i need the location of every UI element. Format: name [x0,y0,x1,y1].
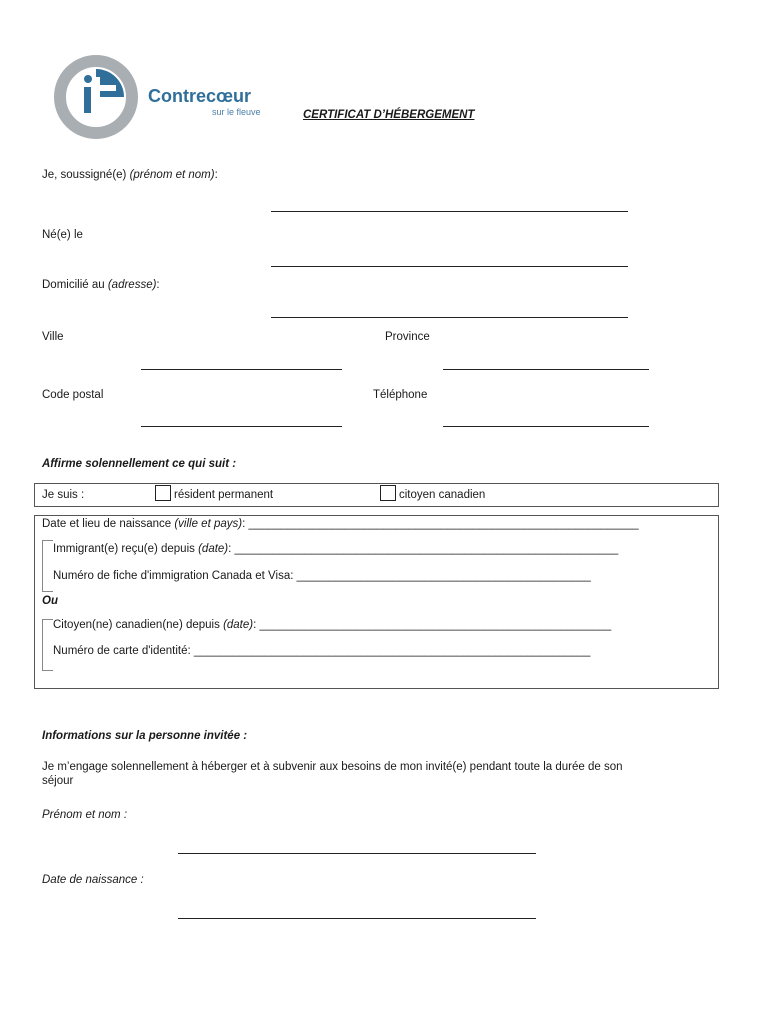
guest-pledge-line-2: séjour [42,775,74,787]
guest-dob-field-line[interactable] [178,918,536,919]
intro-hint: (prénom et nom) [129,169,215,181]
immigrant-since-line[interactable] [53,543,618,555]
address-suffix: : [156,279,160,291]
born-label: Né(e) le [42,229,83,241]
city-label: Ville [42,331,64,343]
address-label [42,279,160,291]
status-label: Je suis : [42,489,85,501]
immigrant-hint: (date) [198,543,229,555]
address-prefix: Domicilié au [42,279,105,291]
affirm-heading: Affirme solennellement ce qui suit : [42,458,237,470]
guest-pledge-line-1: Je m’engage solennellement à héberger et à subvenir aux besoins de mon invité(e) pendant toute la durée de son [42,761,623,773]
address-field-line[interactable] [271,317,628,318]
canadian-citizen-checkbox[interactable] [380,485,396,501]
birth-prefix: Date et lieu de naissance [42,518,172,530]
birth-blank: : _____________________________________________________________ [242,518,639,530]
citizen-bracket [42,619,53,671]
logo-tagline: sur le fleuve [212,107,261,117]
province-label: Province [385,331,430,343]
city-field-line[interactable] [141,369,342,370]
birth-hint: (ville et pays) [174,518,243,530]
immigration-file-line[interactable]: Numéro de fiche d'immigration Canada et Visa: ______________________________________________ [53,570,591,582]
birth-date-place-line[interactable] [42,518,639,530]
guest-heading: Informations sur la personne invitée : [42,730,248,742]
citizen-since-line[interactable] [53,619,611,631]
declarant-intro-label [42,169,218,181]
id-card-line[interactable]: Numéro de carte d'identité: ______________________________________________________________ [53,645,591,657]
address-hint: (adresse) [107,279,157,291]
page-title: CERTIFICAT D’HÉBERGEMENT [303,109,475,121]
details-box [34,515,719,689]
guest-dob-label: Date de naissance : [42,874,144,886]
phone-field-line[interactable] [443,426,649,427]
immigrant-prefix: Immigrant(e) reçu(e) depuis [53,543,195,555]
citizen-blank: : _______________________________________________________ [253,619,612,631]
status-box [34,483,719,507]
phone-label: Téléphone [373,389,428,401]
intro-suffix: : [214,169,218,181]
postal-label: Code postal [42,389,104,401]
contrecoeur-logo-icon [54,55,144,140]
intro-prefix: Je, soussigné(e) [42,169,127,181]
born-field-line[interactable] [271,266,628,267]
immigrant-bracket [42,540,53,592]
permanent-resident-label: résident permanent [174,489,274,501]
permanent-resident-checkbox[interactable] [155,485,171,501]
or-label: Ou [42,595,58,607]
guest-name-label: Prénom et nom : [42,809,128,821]
logo [54,55,284,140]
logo-name: Contrecœur [148,86,251,106]
citizen-prefix: Citoyen(ne) canadien(ne) depuis [53,619,220,631]
name-field-line[interactable] [271,211,628,212]
immigrant-blank: : ____________________________________________________________ [228,543,619,555]
citizen-hint: (date) [223,619,254,631]
guest-name-field-line[interactable] [178,853,536,854]
canadian-citizen-label: citoyen canadien [399,489,486,501]
province-field-line[interactable] [443,369,649,370]
postal-field-line[interactable] [141,426,342,427]
